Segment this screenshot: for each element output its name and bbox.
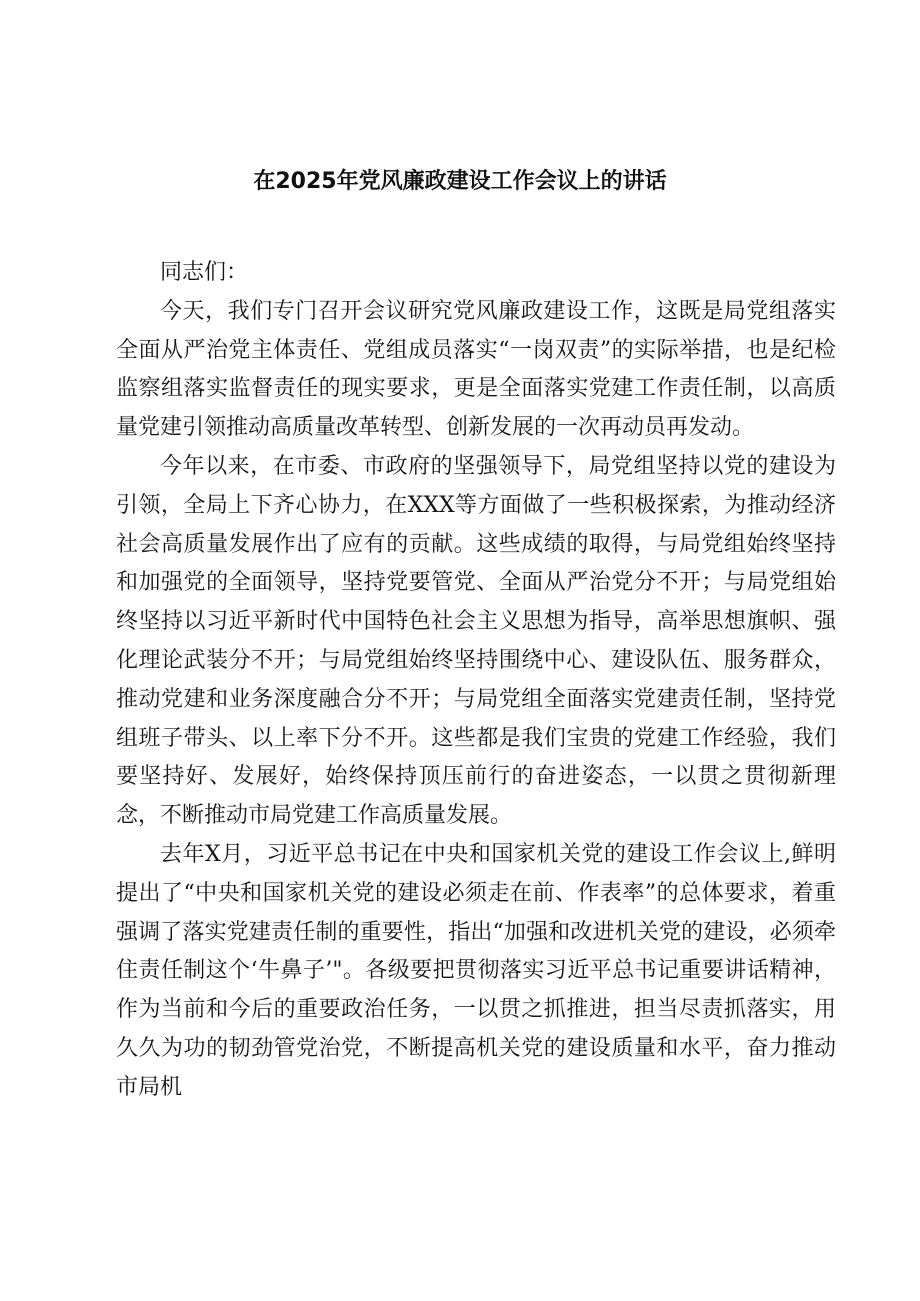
document-body [116,254,836,1108]
paragraph-3: 去年X月，习近平总书记在中央和国家机关党的建设工作会议上,鲜明提出了“中央和国家机关党的建设必须走在前、作表率”的总体要求，着重强调了落实党建责任制的重要性，指出“加强和改进机关党的建设，必须牵住责任制这个‘牛鼻子’"。各级要把贯彻落实习近平总书记重要讲话精神，作为当前和今后的重要政治任务，一以贯之抓推进，担当尽责抓落实，用久久为功的韧劲管党治党，不断提高机关党的建设质量和水平，奋力推动市局机 [116,841,836,1100]
document-title: 在2025年党风廉政建设工作会议上的讲话 [253,169,667,194]
paragraph-1: 今天，我们专门召开会议研究党风廉政建设工作，这既是局党组落实全面从严治党主体责任、党组成员落实“一岗双责”的实际举措，也是纪检监察组落实监督责任的现实要求，更是全面落实党建工作责任制，以高质量党建引领推动高质量改革转型、创新发展的一次再动员再发动。 [116,298,836,441]
paragraph-2: 今年以来，在市委、市政府的坚强领导下，局党组坚持以党的建设为引领，全局上下齐心协力，在XXX等方面做了一些积极探索，为推动经济社会高质量发展作出了应有的贡献。这些成绩的取得，与局党组始终坚持和加强党的全面领导，坚持党要管党、全面从严治党分不开；与局党组始终坚持以习近平新时代中国特色社会主义思想为指导，高举思想旗帜、强化理论武装分不开；与局党组始终坚持围绕中心、建设队伍、服务群众，推动党建和业务深度融合分不开；与局党组全面落实党建责任制，坚持党组班子带头、以上率下分不开。这些都是我们宝贵的党建工作经验，我们要坚持好、发展好，始终保持顶压前行的奋进姿态，一以贯之贯彻新理念，不断推动市局党建工作高质量发展。 [116,453,836,829]
salutation: 同志们： [160,260,249,285]
